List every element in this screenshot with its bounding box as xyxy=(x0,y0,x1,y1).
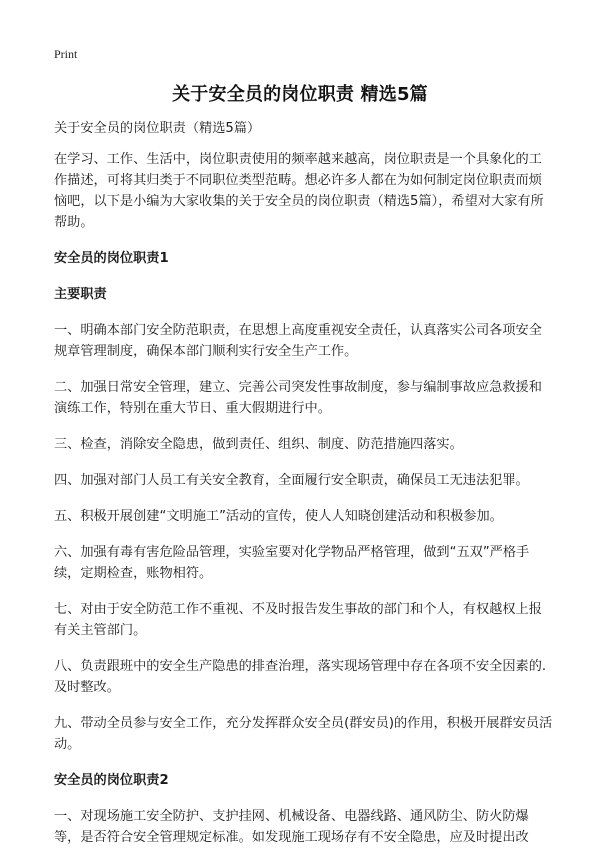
duty-item: 五、积极开展创建“文明施工”活动的宣传，使人人知晓创建活动和积极参加。 xyxy=(54,509,503,524)
section-heading-2: 安全员的岗位职责2 xyxy=(54,773,169,788)
duty-item: 八、负责跟班中的安全生产隐患的排查治理，落实现场管理中存在各项不安全因素的.及时整改。 xyxy=(54,659,547,695)
intro-paragraph: 在学习、工作、生活中，岗位职责使用的频率越来越高，岗位职责是一个具象化的工作描述，可将其归类于不同职位类型范畴。想必许多人都在为如何制定岗位职责而烦恼吧，以下是小编为大家收集的关于安全员的岗位职责（精选5篇），希望对大家有所帮助。 xyxy=(54,152,544,230)
duty-item: 七、对由于安全防范工作不重视、不及时报告发生事故的部门和个人，有权越权上报有关主管部门。 xyxy=(54,602,542,638)
document-title: 关于安全员的岗位职责 精选5篇 xyxy=(172,84,428,105)
section-subheading-main-duties: 主要职责 xyxy=(54,287,107,302)
duty-item: 一、对现场施工安全防护、支护挂网、机械设备、电器线路、通风防尘、防火防爆等，是否符合安全管理规定标准。如发现施工现场存有不安全隐患，应及时提出改 xyxy=(54,809,529,845)
duty-item: 二、加强日常安全管理，建立、完善公司突发性事故制度，参与编制事故应急救援和演练工作，特别在重大节日、重大假期进行中。 xyxy=(54,380,542,416)
print-link[interactable]: Print xyxy=(54,47,78,61)
document-subtitle: 关于安全员的岗位职责（精选5篇） xyxy=(54,121,261,136)
section-heading-1: 安全员的岗位职责1 xyxy=(54,251,169,266)
duty-item: 四、加强对部门人员工有关安全教育，全面履行安全职责，确保员工无违法犯罪。 xyxy=(54,473,529,488)
document-body xyxy=(54,118,554,863)
duty-item: 九、带动全员参与安全工作，充分发挥群众安全员(群安员)的作用，积极开展群安员活动。 xyxy=(54,716,553,752)
duty-item: 三、检查，消除安全隐患，做到责任、组织、制度、防范措施四落实。 xyxy=(54,437,463,452)
duty-item: 一、明确本部门安全防范职责，在思想上高度重视安全责任，认真落实公司各项安全规章管理制度，确保本部门顺利实行安全生产工作。 xyxy=(54,323,542,359)
duty-item: 六、加强有毒有害危险品管理，实验室要对化学物品严格管理，做到“五双”严格手续，定期检查，账物相符。 xyxy=(54,545,530,581)
